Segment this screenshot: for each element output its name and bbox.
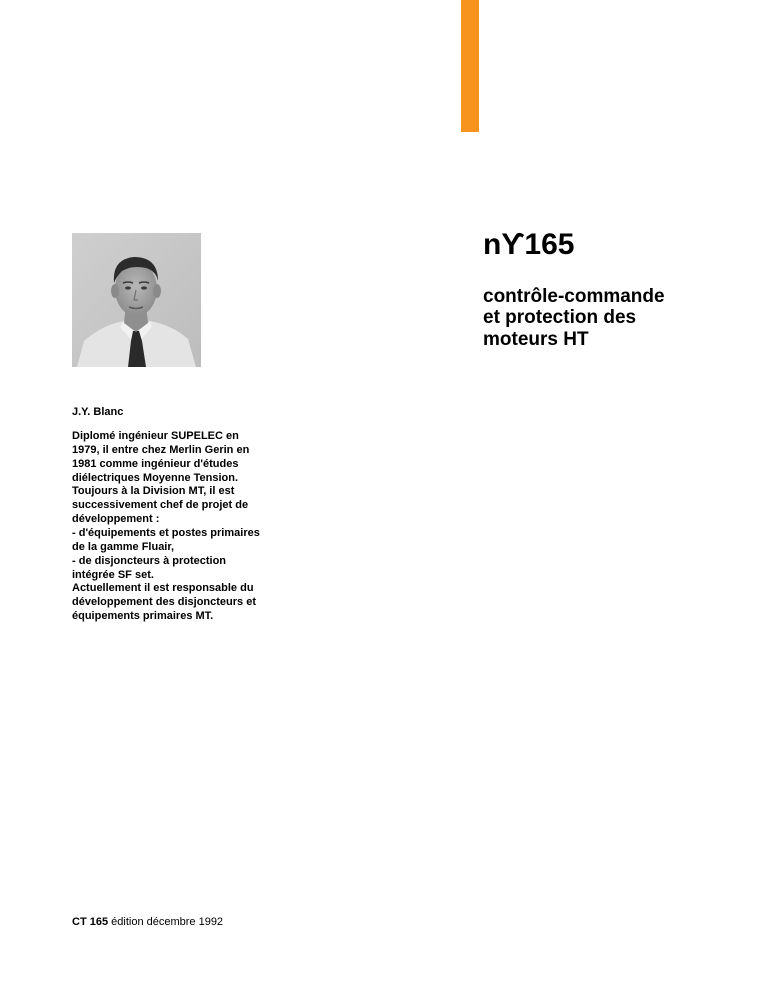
issue-number: nϒ165	[483, 228, 575, 261]
bio-line: diélectriques Moyenne Tension.	[72, 471, 239, 484]
bio-line: 1979, il entre chez Merlin Gerin en	[72, 443, 250, 456]
bio-line: Actuellement il est responsable du	[72, 582, 254, 595]
bio-line: développement :	[72, 513, 160, 526]
bio-line: - de disjoncteurs à protection	[72, 554, 227, 567]
bio-line: Toujours à la Division MT, il est	[72, 485, 235, 498]
edition-date: édition décembre 1992	[111, 916, 224, 928]
document-code: CT 165	[72, 916, 109, 928]
author-biography	[72, 430, 282, 624]
bio-line: équipements primaires MT.	[72, 610, 214, 623]
title-line: moteurs HT	[483, 328, 589, 350]
bio-line: intégrée SF set.	[72, 568, 154, 581]
bio-line: Diplomé ingénieur SUPELEC en	[72, 430, 239, 442]
edition-footer	[72, 916, 223, 928]
author-portrait	[72, 233, 201, 367]
title-line: contrôle-commande	[483, 286, 665, 307]
bio-line: de la gamme Fluair,	[72, 540, 175, 553]
bio-line: 1981 comme ingénieur d'études	[72, 457, 239, 470]
bio-line: - d'équipements et postes primaires	[72, 527, 260, 540]
orange-accent-bar	[461, 0, 479, 132]
bio-line: développement des disjoncteurs et	[72, 596, 256, 609]
bio-line: successivement chef de projet de	[72, 499, 249, 512]
document-title	[483, 286, 743, 350]
author-name: J.Y. Blanc	[72, 406, 124, 418]
title-line: et protection des	[483, 307, 637, 329]
